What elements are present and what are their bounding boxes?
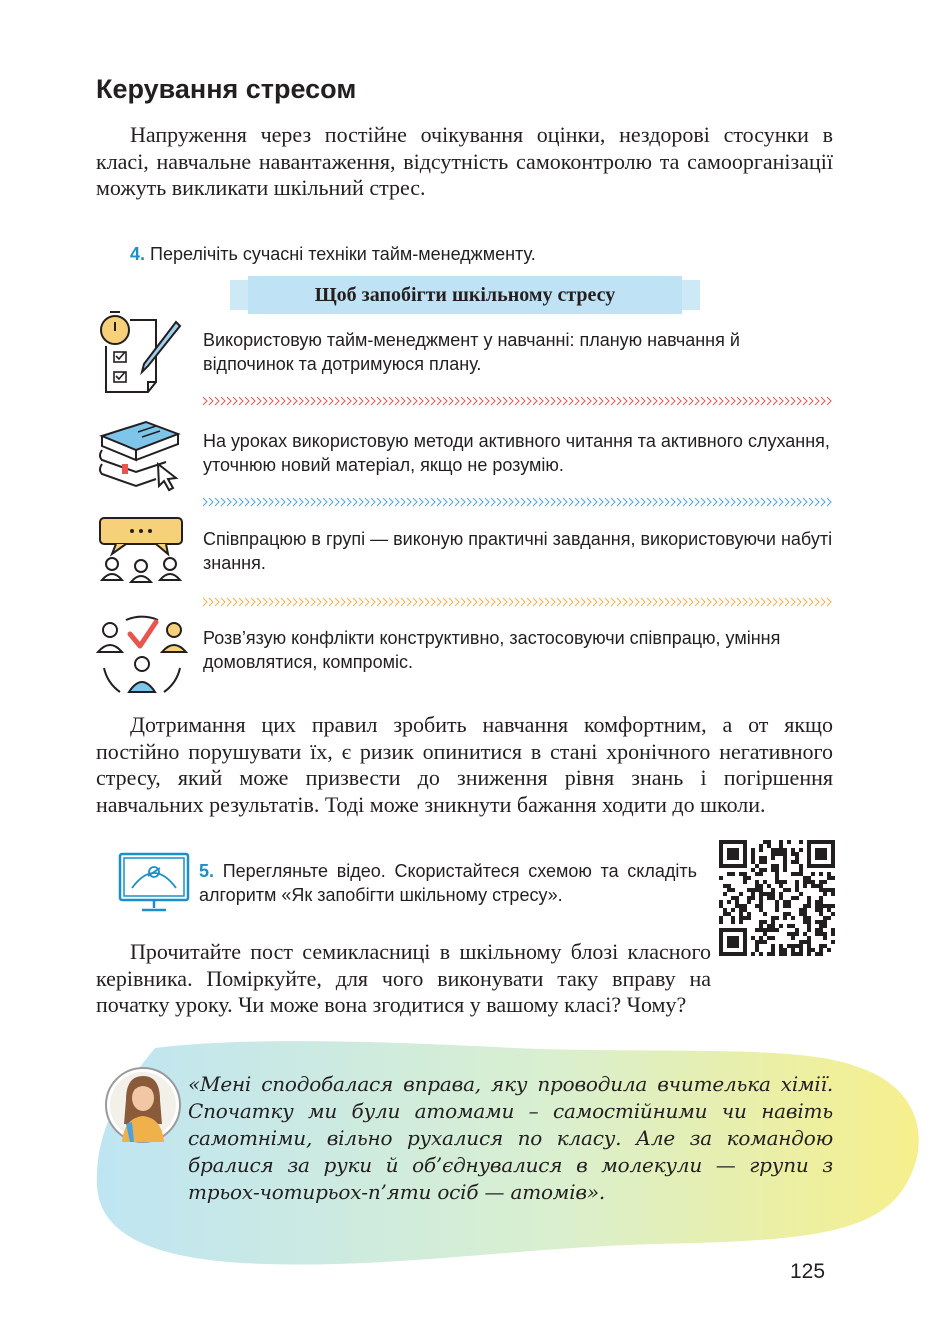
task-text: Перелічіть сучасні техніки тайм-менеджменту.: [150, 244, 536, 264]
divider-blue: [203, 497, 833, 507]
divider-red: [203, 396, 833, 406]
banner-title: Щоб запобігти шкільному стресу: [248, 276, 682, 314]
student-avatar: [104, 1066, 182, 1144]
task-number: 4.: [130, 244, 146, 264]
divider-pattern: [203, 397, 831, 405]
tip-text: На уроках використовую методи активного читання та активного слухання, уточнюю новий матеріал, якщо не розумію.: [203, 431, 830, 475]
rules-text: Дотримання цих правил зробить навчання комфортним, а от якщо постійно порушувати їх, є ризик опинитися в стані хронічного негативного стресу, який може призвести до зниження рівня знань і погіршення навчальних результатів. Тоді може зникнути бажання ходити до школи.: [96, 712, 833, 817]
intro-text: Напруження через постійне очікування оцінки, нездорові стосунки в класі, навчальне навантаження, відсутність самоконтролю та самоорганізації можуть викликати шкільний стрес.: [96, 122, 833, 200]
student-quote: «Мені сподобалася вправа, яку проводила вчителька хімії. Спочатку ми були атомами – самостійними чи навіть самотніми, вільно рухалися по класу. Але за командою бралися за руки й об’єднувалися в молекули — групи з трьох-чотирьох-п’яти осіб — атомів».: [188, 1072, 833, 1204]
books-cursor-icon: [96, 412, 188, 504]
blog-intro-text: Прочитайте пост семикласниці в шкільному блозі класного керівника. Поміркуйте, для чого виконувати таку вправу на початку уроку. Чи може вона згодитися у вашому класі? Чому?: [96, 939, 711, 1017]
task-number: 5.: [199, 861, 215, 881]
rules-paragraph: [96, 712, 833, 818]
qr-code[interactable]: [719, 840, 835, 956]
monitor-video-icon: [118, 852, 190, 916]
page-number: 125: [790, 1260, 826, 1283]
task-4: [130, 244, 536, 265]
tip-text: Співпрацюю в групі — виконую практичні завдання, використовуючи набуті знання.: [203, 529, 833, 573]
divider-pattern: [203, 498, 831, 506]
task-text: Перегляньте відео. Скористайтеся схемою та складіть алгоритм «Як запобігти шкільному стресу».: [199, 861, 697, 905]
group-chat-icon: [96, 514, 188, 606]
section-title: Керування стресом: [96, 74, 357, 104]
tip-text: Розв’язую конфлікти конструктивно, застосовуючи співпрацю, уміння домовлятися, компроміс.: [203, 628, 781, 672]
checklist-clock-pen-icon: [96, 306, 188, 398]
task-5-text: [199, 859, 697, 907]
divider-yellow: [203, 597, 833, 607]
tips-banner: [230, 276, 700, 314]
tip-text: Використовую тайм-менеджмент у навчанні: планую навчання й відпочинок та дотримуюся плану.: [203, 330, 740, 374]
blog-intro-paragraph: [96, 939, 711, 1019]
people-checkmark-icon: [96, 612, 188, 704]
task-5: [118, 852, 708, 932]
intro-paragraph: [96, 122, 833, 202]
divider-pattern: [203, 598, 831, 606]
